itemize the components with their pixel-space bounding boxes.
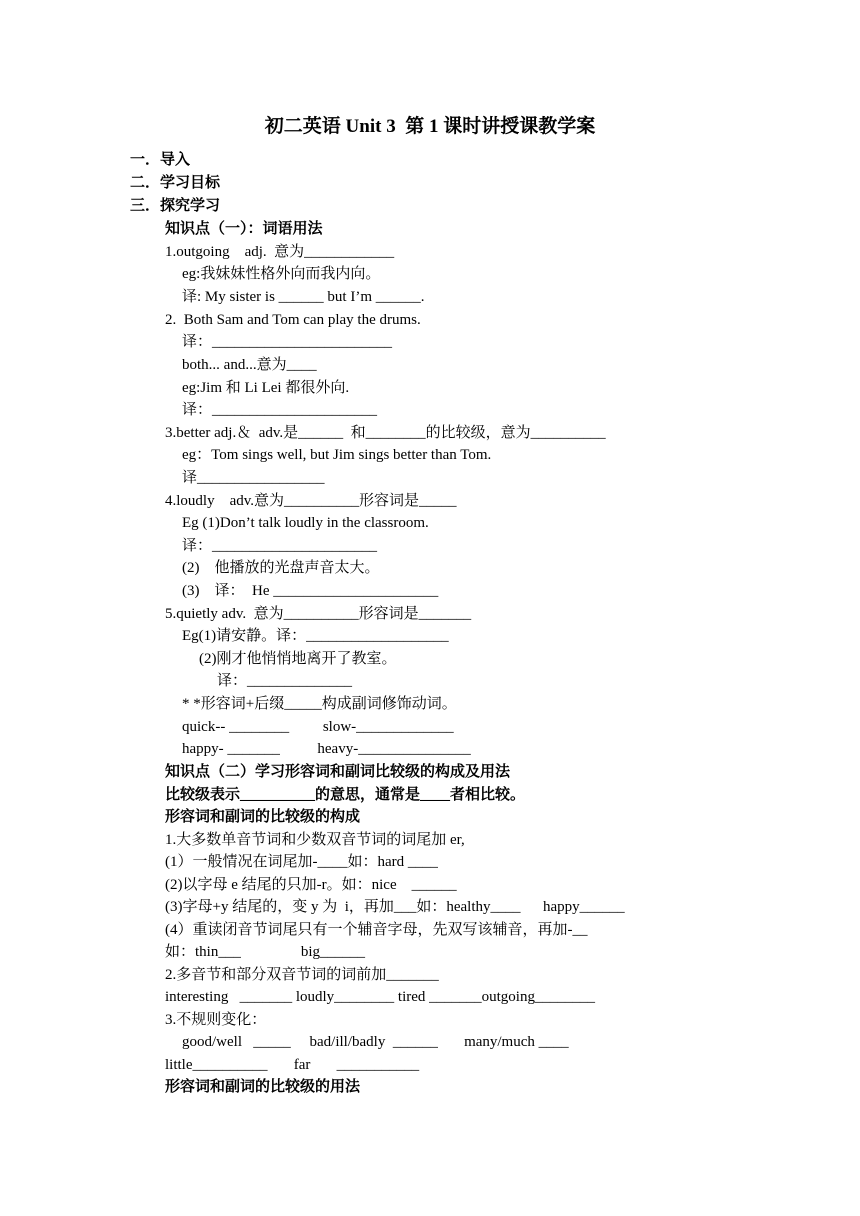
- translation-line: (3) 译： He ______________________: [182, 583, 439, 599]
- section-heading-objectives: 二．学习目标: [130, 175, 221, 191]
- rule-line: 1.大多数单音节词和少数双音节词的词尾加 er,: [165, 832, 465, 848]
- exercise-line: happy- _______ heavy-_______________: [182, 741, 471, 757]
- section-heading-intro: 一．导入: [130, 152, 191, 168]
- translation-line: 译：______________________: [182, 402, 378, 418]
- rule-line: (4）重读闭音节词尾只有一个辅音字母，先双写该辅音，再加-__: [165, 922, 588, 938]
- rule-line: (2)以字母 e 结尾的只加-r。如：nice ______: [165, 877, 457, 893]
- suffix-rule-line: * *形容词+后缀_____构成副词修饰动词。: [182, 696, 457, 712]
- comparative-usage-heading: 形容词和副词的比较级的用法: [165, 1079, 361, 1095]
- vocab-item-quietly: 5.quietly adv. 意为__________形容词是_______: [165, 606, 472, 622]
- exercise-line: quick-- ________ slow-_____________: [182, 719, 454, 735]
- section-heading-exploration: 三．探究学习: [130, 198, 221, 214]
- example-line: Eg(1)请安静。译：___________________: [182, 628, 449, 644]
- translation-line: 译：________________________: [182, 334, 393, 350]
- knowledge-point-2-heading: 知识点（二）学习形容词和副词比较级的构成及用法: [165, 764, 511, 780]
- vocab-item-both: 2. Both Sam and Tom can play the drums.: [165, 312, 421, 328]
- irregular-forms-line: little__________ far ___________: [165, 1057, 420, 1073]
- translation-line: 译：______________: [217, 673, 353, 689]
- vocab-item-outgoing: 1.outgoing adj. 意为____________: [165, 244, 395, 260]
- exercise-line: interesting _______ loudly________ tired _______outgoing________: [165, 989, 595, 1005]
- example-line: eg:我妹妹性格外向而我内向。: [182, 266, 381, 282]
- rule-line: 3.不规则变化：: [165, 1012, 267, 1028]
- meaning-line: both... and...意为____: [182, 357, 317, 373]
- rule-line: 2.多音节和部分双音节词的词前加_______: [165, 967, 439, 983]
- irregular-forms-line: good/well _____ bad/ill/badly ______ many/much ____: [182, 1034, 569, 1050]
- example-line: (2) 他播放的光盘声音太大。: [182, 560, 380, 576]
- example-line: (2)刚才他悄悄地离开了教室。: [199, 651, 397, 667]
- rule-example-line: 如：thin___ big______: [165, 944, 366, 960]
- knowledge-point-1-heading: 知识点（一）：词语用法: [165, 221, 323, 237]
- example-line: eg:Jim 和 Li Lei 都很外向.: [182, 380, 350, 396]
- rule-line: (3)字母+y 结尾的，变 y 为 i，再加___如：healthy____ happy______: [165, 899, 625, 915]
- vocab-item-better: 3.better adj.＆ adv.是______ 和________的比较级，意为__________: [165, 425, 606, 441]
- translation-line: 译: My sister is ______ but I’m ______.: [182, 289, 425, 305]
- example-line: Eg (1)Don’t talk loudly in the classroom.: [182, 515, 429, 531]
- example-line: eg：Tom sings well, but Jim sings better than Tom.: [182, 447, 492, 463]
- translation-line: 译_________________: [182, 470, 325, 486]
- comparative-meaning-line: 比较级表示__________的意思，通常是____者相比较。: [165, 787, 526, 803]
- page-title: 初二英语 Unit 3 第 1 课时讲授课教学案: [264, 116, 596, 137]
- vocab-item-loudly: 4.loudly adv.意为__________形容词是_____: [165, 493, 457, 509]
- rule-line: (1）一般情况在词尾加-____如：hard ____: [165, 854, 438, 870]
- translation-line: 译：______________________: [182, 538, 378, 554]
- comparative-formation-heading: 形容词和副词的比较级的构成: [165, 809, 361, 825]
